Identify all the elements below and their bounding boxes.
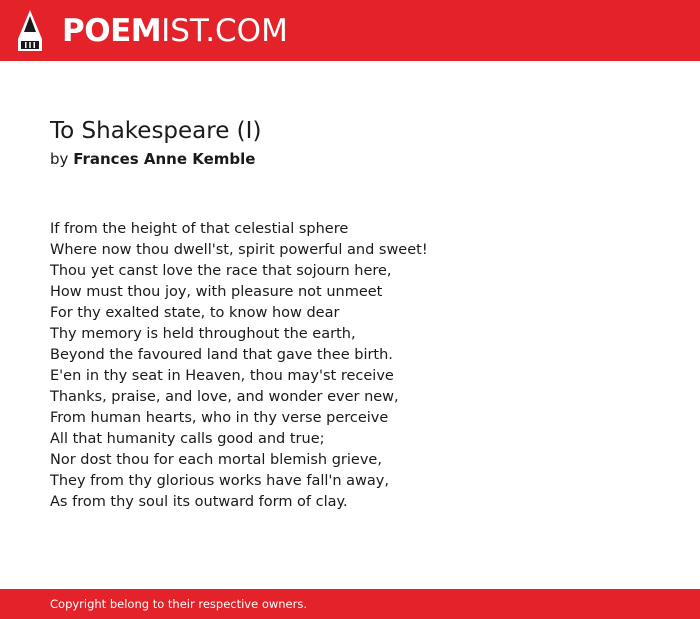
poem-line: All that humanity calls good and true; [50, 431, 325, 447]
poem-line: Thou yet canst love the race that sojourn here, [50, 263, 392, 279]
poem-line: From human hearts, who in thy verse perceive [50, 410, 389, 426]
site-header [0, 0, 700, 61]
site-logo[interactable] [62, 12, 288, 50]
poem-body [50, 219, 670, 513]
poem-title: To Shakespeare (I) [50, 118, 262, 144]
poem-line: Beyond the favoured land that gave thee birth. [50, 347, 393, 363]
by-label: by [50, 150, 69, 168]
poem-line: Thy memory is held throughout the earth, [50, 326, 356, 342]
copyright-text: Copyright belong to their respective owners. [50, 597, 308, 611]
poem-line: How must thou joy, with pleasure not unmeet [50, 284, 383, 300]
poem-line: Nor dost thou for each mortal blemish grieve, [50, 452, 382, 468]
poem-line: Where now thou dwell'st, spirit powerful and sweet! [50, 242, 428, 258]
poem-line: If from the height of that celestial sphere [50, 221, 349, 237]
pencil-icon[interactable] [18, 10, 42, 51]
logo-text-bold: POEM [62, 13, 162, 49]
author-name: Frances Anne Kemble [73, 150, 256, 168]
site-footer [0, 589, 700, 619]
poem-line: Thanks, praise, and love, and wonder ever new, [50, 389, 399, 405]
poem-line: E'en in thy seat in Heaven, thou may'st receive [50, 368, 394, 384]
logo-text-light: IST.COM [161, 13, 288, 49]
poem-line: For thy exalted state, to know how dear [50, 305, 340, 321]
poem-line: They from thy glorious works have fall'n away, [50, 473, 389, 489]
poem-byline [50, 149, 255, 169]
poem-line: As from thy soul its outward form of clay. [50, 494, 348, 510]
